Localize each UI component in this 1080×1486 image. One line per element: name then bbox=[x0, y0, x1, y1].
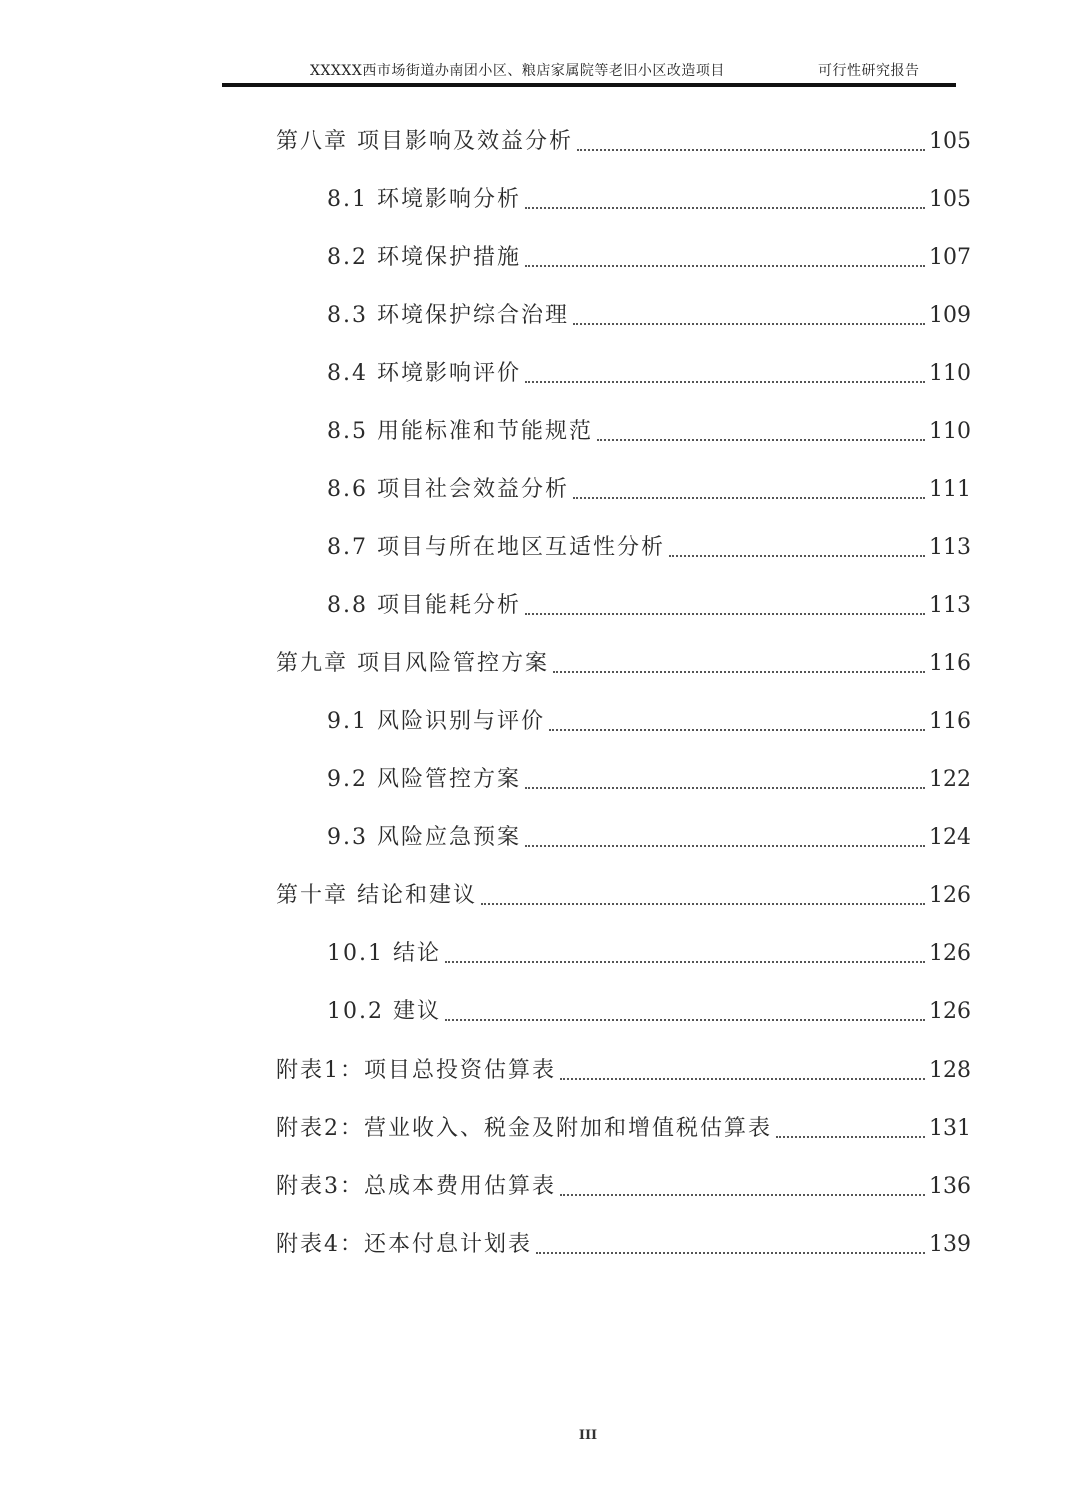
toc-entry-label: 附表2：营业收入、税金及附加和增值税估算表 bbox=[276, 1116, 772, 1141]
toc-entry-label: 8.6 项目社会效益分析 bbox=[327, 477, 569, 502]
toc-section-8-4[interactable] bbox=[327, 357, 971, 391]
dot-leader bbox=[549, 729, 925, 731]
document-title: XXXXX西市场街道办南团小区、粮店家属院等老旧小区改造项目 bbox=[310, 63, 725, 79]
dot-leader bbox=[525, 787, 925, 789]
toc-entry-label: 第八章 项目影响及效益分析 bbox=[276, 129, 573, 154]
toc-section-8-3[interactable] bbox=[327, 299, 971, 333]
toc-entry-page: 113 bbox=[929, 593, 971, 618]
toc-entry-page: 109 bbox=[929, 303, 971, 328]
dot-leader bbox=[560, 1078, 925, 1080]
toc-section-9-2[interactable] bbox=[327, 763, 971, 797]
dot-leader bbox=[577, 149, 925, 151]
dot-leader bbox=[525, 845, 925, 847]
toc-appendix-1[interactable] bbox=[276, 1054, 971, 1088]
dot-leader bbox=[573, 323, 925, 325]
toc-entry-label: 附表3：总成本费用估算表 bbox=[276, 1174, 556, 1199]
toc-entry-page: 122 bbox=[929, 767, 971, 792]
toc-entry-page: 131 bbox=[929, 1116, 971, 1141]
toc-appendix-4[interactable] bbox=[276, 1228, 971, 1262]
toc-entry-page: 113 bbox=[929, 535, 971, 560]
toc-entry-page: 128 bbox=[929, 1058, 971, 1083]
dot-leader bbox=[573, 497, 925, 499]
toc-section-8-5[interactable] bbox=[327, 415, 971, 449]
toc-section-10-2[interactable] bbox=[327, 995, 971, 1029]
toc-entry-page: 126 bbox=[929, 941, 971, 966]
toc-entry-label: 附表4：还本付息计划表 bbox=[276, 1232, 532, 1257]
toc-entry-page: 116 bbox=[929, 651, 971, 676]
toc-entry-page: 124 bbox=[929, 825, 971, 850]
toc-section-9-1[interactable] bbox=[327, 705, 971, 739]
dot-leader bbox=[525, 381, 925, 383]
toc-entry-label: 第九章 项目风险管控方案 bbox=[276, 651, 549, 676]
toc-appendix-3[interactable] bbox=[276, 1170, 971, 1204]
toc-entry-label: 8.4 环境影响评价 bbox=[327, 361, 521, 386]
toc-appendix-2[interactable] bbox=[276, 1112, 971, 1146]
dot-leader bbox=[525, 265, 925, 267]
toc-entry-label: 8.2 环境保护措施 bbox=[327, 245, 521, 270]
toc-entry-page: 105 bbox=[929, 129, 971, 154]
toc-section-8-6[interactable] bbox=[327, 473, 971, 507]
toc-entry-label: 8.8 项目能耗分析 bbox=[327, 593, 521, 618]
page-number: III bbox=[578, 1428, 598, 1443]
toc-entry-label: 9.3 风险应急预案 bbox=[327, 825, 521, 850]
toc-entry-label: 8.1 环境影响分析 bbox=[327, 187, 521, 212]
toc-entry-page: 126 bbox=[929, 999, 971, 1024]
toc-entry-page: 136 bbox=[929, 1174, 971, 1199]
dot-leader bbox=[553, 671, 925, 673]
toc-chapter-8[interactable] bbox=[276, 125, 971, 159]
dot-leader bbox=[445, 961, 925, 963]
toc-entry-page: 110 bbox=[929, 361, 971, 386]
toc-entry-label: 10.2 建议 bbox=[327, 999, 441, 1024]
toc-entry-page: 111 bbox=[929, 477, 971, 502]
toc-section-9-3[interactable] bbox=[327, 821, 971, 855]
toc-chapter-9[interactable] bbox=[276, 647, 971, 681]
dot-leader bbox=[597, 439, 925, 441]
dot-leader bbox=[525, 207, 925, 209]
toc-entry-label: 8.3 环境保护综合治理 bbox=[327, 303, 569, 328]
toc-chapter-10[interactable] bbox=[276, 879, 971, 913]
dot-leader bbox=[536, 1252, 925, 1254]
dot-leader bbox=[776, 1136, 925, 1138]
toc-entry-page: 126 bbox=[929, 883, 971, 908]
toc-entry-page: 139 bbox=[929, 1232, 971, 1257]
report-type: 可行性研究报告 bbox=[818, 63, 920, 79]
toc-section-8-7[interactable] bbox=[327, 531, 971, 565]
toc-entry-label: 第十章 结论和建议 bbox=[276, 883, 477, 908]
dot-leader bbox=[481, 903, 925, 905]
dot-leader bbox=[445, 1019, 925, 1021]
toc-entry-label: 9.2 风险管控方案 bbox=[327, 767, 521, 792]
toc-section-8-2[interactable] bbox=[327, 241, 971, 275]
toc-entry-label: 10.1 结论 bbox=[327, 941, 441, 966]
dot-leader bbox=[560, 1194, 925, 1196]
toc-entry-label: 8.5 用能标准和节能规范 bbox=[327, 419, 593, 444]
toc-entry-page: 110 bbox=[929, 419, 971, 444]
toc-entry-page: 107 bbox=[929, 245, 971, 270]
dot-leader bbox=[525, 613, 925, 615]
toc-entry-label: 9.1 风险识别与评价 bbox=[327, 709, 545, 734]
toc-entry-label: 附表1：项目总投资估算表 bbox=[276, 1058, 556, 1083]
toc-entry-page: 105 bbox=[929, 187, 971, 212]
toc-entry-page: 116 bbox=[929, 709, 971, 734]
toc-entry-label: 8.7 项目与所在地区互适性分析 bbox=[327, 535, 665, 560]
toc-section-8-8[interactable] bbox=[327, 589, 971, 623]
toc-section-10-1[interactable] bbox=[327, 937, 971, 971]
toc-section-8-1[interactable] bbox=[327, 183, 971, 217]
dot-leader bbox=[669, 555, 925, 557]
